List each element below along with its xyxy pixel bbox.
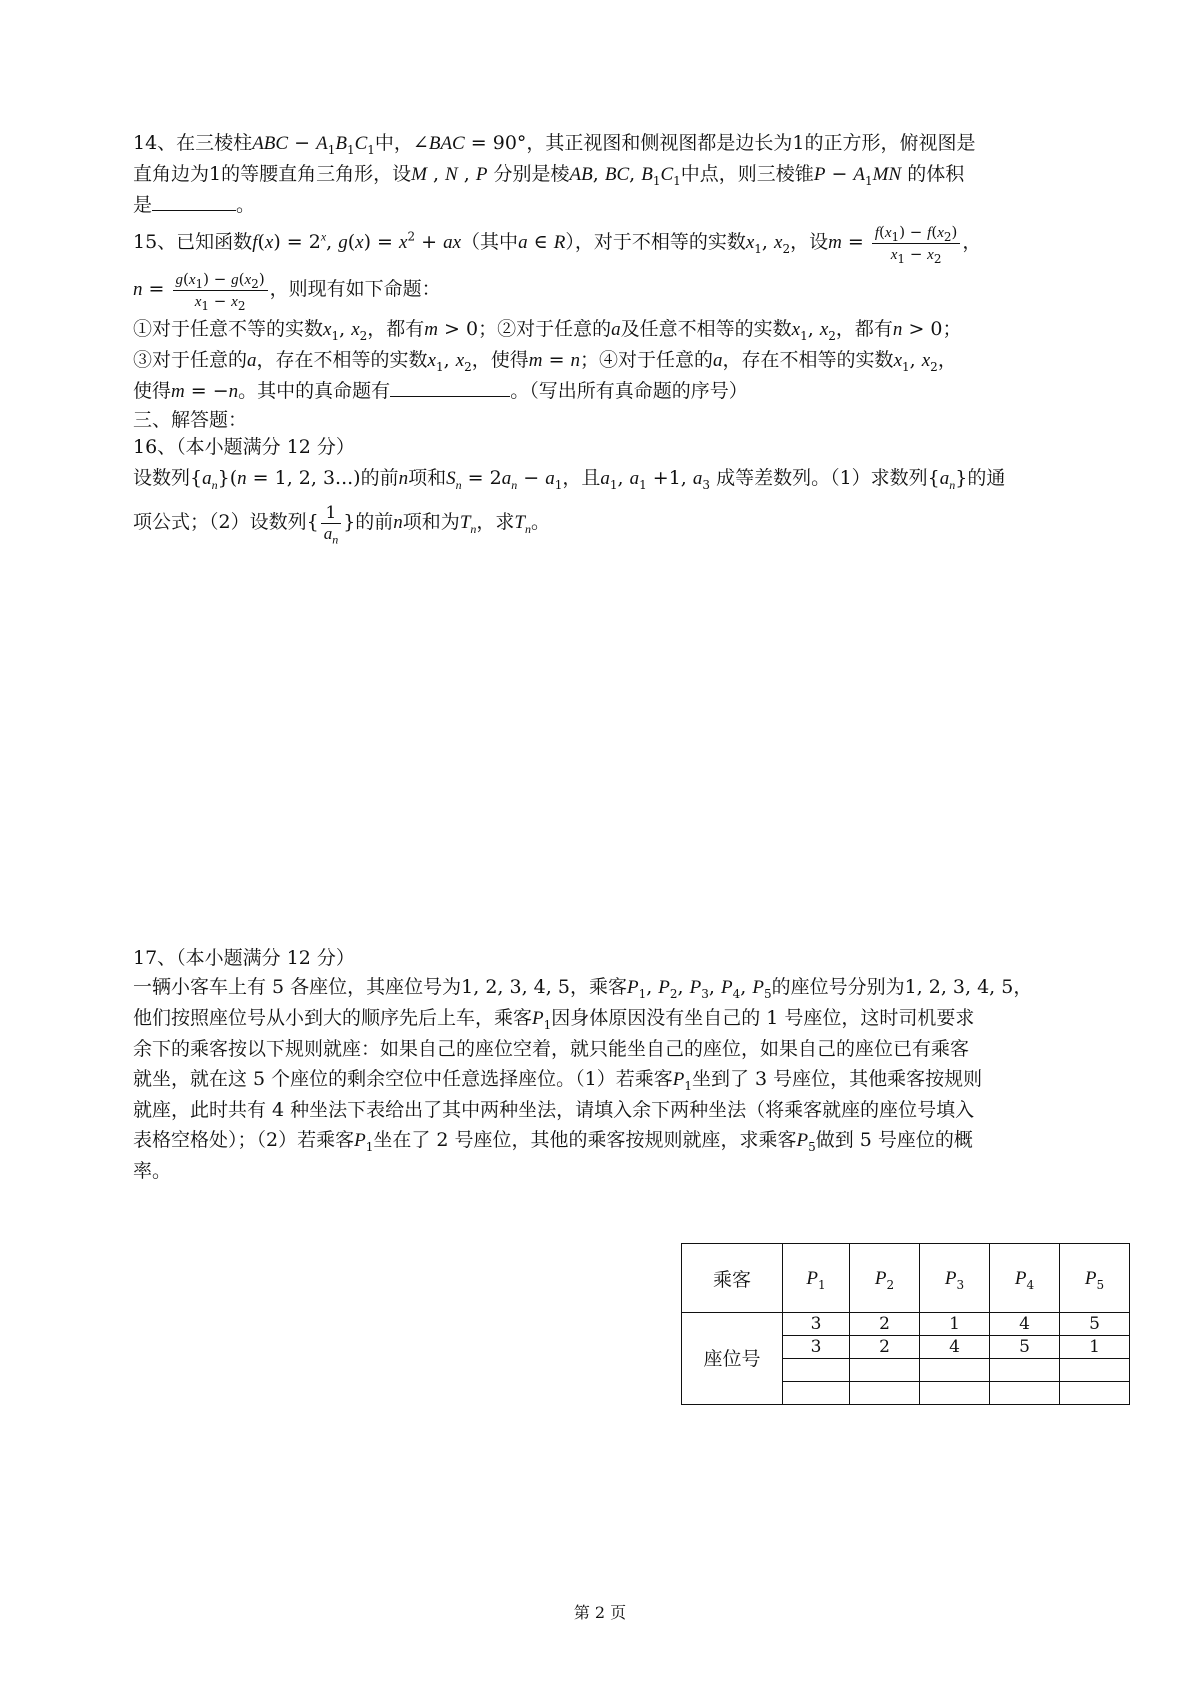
q16-text: 的前 (355, 511, 394, 533)
table-cell-empty[interactable] (850, 1359, 920, 1382)
q16-text: 。 (530, 511, 550, 533)
q15-text: ，都有 (367, 318, 425, 340)
table-header-cell: $P_1$ (783, 1244, 850, 1313)
q17-text: ， (1013, 976, 1033, 998)
table-cell-empty[interactable] (920, 1359, 990, 1382)
q16-text: 项和为 (402, 511, 460, 533)
table-cell-empty[interactable] (783, 1359, 850, 1382)
q14-text: 直角边为1的等腰直角三角形，设 (133, 163, 412, 185)
q15-prop-line-1: ①对于任意不等的实数$x_1$, $x_2$，都有m > 0；②对于任意的a及任意不相等的实数$x_1$, $x_2$，都有n > 0； (133, 318, 962, 343)
table-header-row (682, 1244, 1130, 1313)
table-cell: 1 (1060, 1336, 1130, 1359)
table-cell-empty[interactable] (783, 1382, 850, 1405)
table-header-cell: $P_5$ (1060, 1244, 1130, 1313)
q16-text: 的通 (967, 467, 1006, 489)
q14-line-3 (133, 190, 1063, 220)
q14-text: 是 (133, 194, 153, 216)
q15-text: ），对于不相等的实数 (565, 231, 746, 253)
q15-text: ； (942, 318, 962, 340)
q14-text: 14、在三棱柱 (133, 132, 253, 154)
q16-text: 设数列 (133, 467, 191, 489)
table-cell-empty[interactable] (850, 1382, 920, 1405)
q14-text: 中点，则三棱锥 (680, 163, 814, 185)
q16-line-2: 项公式；（2）设数列{ $\frac{1}{a_n}$ }的前n项和为$T_n$，求$T_n$。 (133, 502, 550, 546)
section-heading: 三、解答题： (133, 409, 248, 431)
q14-text: 分别是棱 (493, 163, 570, 185)
page-number: 第 2 页 (573, 1603, 627, 1622)
row-label: 座位号 (682, 1313, 783, 1405)
table-cell: 4 (990, 1313, 1060, 1336)
fraction-n: $\frac{g(x_1) - g(x_2)}{x_1 - x_2}$ (173, 269, 268, 312)
q15-text: ，存在不相等的实数 (722, 349, 894, 371)
table-cell-empty[interactable] (990, 1382, 1060, 1405)
q15-text: ，都有 (835, 318, 893, 340)
q17-text: 一辆小客车上有 5 各座位，其座位号为 (133, 976, 462, 998)
q17-line-6: 表格空格处）；（2）若乘客$P_1$坐在了 2 号座位，其他的乘客按规则就座，求乘客$P_5$做到 5 号座位的概 (133, 1129, 973, 1154)
table-header-cell: $P_2$ (850, 1244, 920, 1313)
q17-line-5: 就座，此时共有 4 种坐法下表给出了其中两种坐法，请填入余下两种坐法（将乘客就座的座位号填入 (133, 1099, 975, 1121)
fraction-reciprocal: $\frac{1}{a_n}$ (321, 503, 342, 544)
q15-prop-line-3: 使得m = −n。其中的真命题有 。（写出所有真命题的序号） (133, 380, 748, 402)
q15-text: ， (937, 349, 957, 371)
table-row (682, 1313, 1130, 1336)
q15-text: ，设 (790, 231, 829, 253)
q15-text: 15、已知函数 (133, 231, 253, 253)
q16-text: ，求 (476, 511, 515, 533)
q14-text: 。 (236, 194, 256, 216)
table-cell-empty[interactable] (1060, 1359, 1130, 1382)
q15-text: 。（写出所有真命题的序号） (510, 380, 748, 402)
q14-text: ，其正视图和侧视图都是边长为1的正方形，俯视图是 (526, 132, 976, 154)
q15-prop-line-2: ③对于任意的a，存在不相等的实数$x_1$, $x_2$，使得m = n；④对于任意的a，存在不相等的实数$x_1$, $x_2$， (133, 349, 957, 374)
q14-line-1: 14、在三棱柱ABC − $A_1B_1C_1$中，∠BAC = 90°，其正视图和侧视图都是边长为1的正方形，俯视图是 (133, 132, 976, 157)
q16-text: 项公式；（2）设数列 (133, 511, 307, 533)
q15-text: 及任意不相等的实数 (620, 318, 792, 340)
table-cell: 3 (783, 1313, 850, 1336)
q15-line-1: 15、已知函数$f(x) = 2^x$, $g(x) = x^2 + ax$（其中a ∈ R），对于不相等的实数$x_1$, $x_2$，设m = $\frac{f(x_1) - f(x_2)}{x_1 - x_2}$ ， (133, 222, 982, 266)
q16-text: 的前 (360, 467, 399, 489)
q15-text: ，则现有如下命题： (269, 278, 441, 300)
q16-text: ，且 (562, 467, 601, 489)
table-cell: 3 (783, 1336, 850, 1359)
q15-text: ；④对于任意的 (580, 349, 714, 371)
q17-text: 坐在了 2 号座位，其他的乘客按规则就座，求乘客 (373, 1129, 797, 1151)
q17-text: 表格空格处）；（2）若乘客 (133, 1129, 355, 1151)
q16-heading: 16、（本小题满分 12 分） (133, 436, 355, 458)
q15-line-2: n = $\frac{g(x_1) - g(x_2)}{x_1 - x_2}$ ，则现有如下命题： (133, 269, 441, 313)
table-cell: 5 (1060, 1313, 1130, 1336)
table-cell: 5 (990, 1336, 1060, 1359)
table-header-cell: 乘客 (682, 1244, 783, 1313)
document-page (133, 128, 1063, 1186)
q16-line-1: 设数列$\{a_n\}(n = 1$, 2, 3...)的前n项和$S_n = 2a_n - a_1$，且$a_1$, $a_1 +1$, $a_3$ 成等差数列。（1）求数列$\{a_n\}$的通 (133, 467, 1006, 492)
q15-text: ，使得 (471, 349, 529, 371)
q15-text: ，存在不相等的实数 (256, 349, 428, 371)
table-header-cell: $P_4$ (990, 1244, 1060, 1313)
q16-text: 项和 (408, 467, 447, 489)
q15-text: ；②对于任意的 (478, 318, 612, 340)
q14-text: 的体积 (907, 163, 965, 185)
q17-text: 坐到了 3 号座位，其他乘客按规则 (692, 1068, 983, 1090)
answer-blank[interactable] (152, 192, 236, 211)
table-cell: 1 (920, 1313, 990, 1336)
q17-text: 的座位号分别为 (771, 976, 905, 998)
q15-text: 使得 (133, 380, 172, 402)
table-cell-empty[interactable] (920, 1382, 990, 1405)
q15-text: ③对于任意的 (133, 349, 248, 371)
q17-text: 就坐，就在这 5 个座位的剩余空位中任意选择座位。（1）若乘客 (133, 1068, 673, 1090)
q14-text: 中， (374, 132, 413, 154)
fraction-m: $\frac{f(x_1) - f(x_2)}{x_1 - x_2}$ (872, 222, 961, 265)
q15-text: （其中 (461, 231, 519, 253)
q17-line-4: 就坐，就在这 5 个座位的剩余空位中任意选择座位。（1）若乘客$P_1$坐到了 3 号座位，其他乘客按规则 (133, 1068, 983, 1093)
q17-text: 做到 5 号座位的概 (815, 1129, 973, 1151)
q17-line-2: 他们按照座位号从小到大的顺序先后上车，乘客$P_1$因身体原因没有坐自己的 1 号座位，这时司机要求 (133, 1007, 975, 1032)
q15-text: ①对于任意不等的实数 (133, 318, 324, 340)
table-cell-empty[interactable] (1060, 1382, 1130, 1405)
q17-text: 他们按照座位号从小到大的顺序先后上车，乘客 (133, 1007, 533, 1029)
q17-line-3: 余下的乘客按以下规则就座：如果自己的座位空着，就只能坐自己的座位，如果自己的座位已有乘客 (133, 1038, 970, 1060)
q17-text: ，乘客 (569, 976, 627, 998)
table-cell-empty[interactable] (990, 1359, 1060, 1382)
seat-table (681, 1243, 1130, 1405)
table-cell: 2 (850, 1336, 920, 1359)
q15-text: 。其中的真命题有 (238, 380, 391, 402)
q17-text: 因身体原因没有坐自己的 1 号座位，这时司机要求 (551, 1007, 975, 1029)
q17-line-7: 率。 (133, 1160, 172, 1182)
q16-text: 成等差数列。（1）求数列 (716, 467, 928, 489)
q17-line-1: 一辆小客车上有 5 各座位，其座位号为1, 2, 3, 4, 5，乘客$P_1$, $P_2$, $P_3$, $P_4$, $P_5$的座位号分别为1, 2, 3, 4, 5， (133, 976, 1033, 1001)
answer-blank[interactable] (390, 378, 510, 397)
table-cell: 2 (850, 1313, 920, 1336)
table-header-cell: $P_3$ (920, 1244, 990, 1313)
q17-heading: 17、（本小题满分 12 分） (133, 947, 355, 969)
q14-line-2: 直角边为1的等腰直角三角形，设M , N , P 分别是棱AB, BC, $B_1C_1$中点，则三棱锥$P - A_1MN$ 的体积 (133, 163, 965, 188)
table-cell: 4 (920, 1336, 990, 1359)
